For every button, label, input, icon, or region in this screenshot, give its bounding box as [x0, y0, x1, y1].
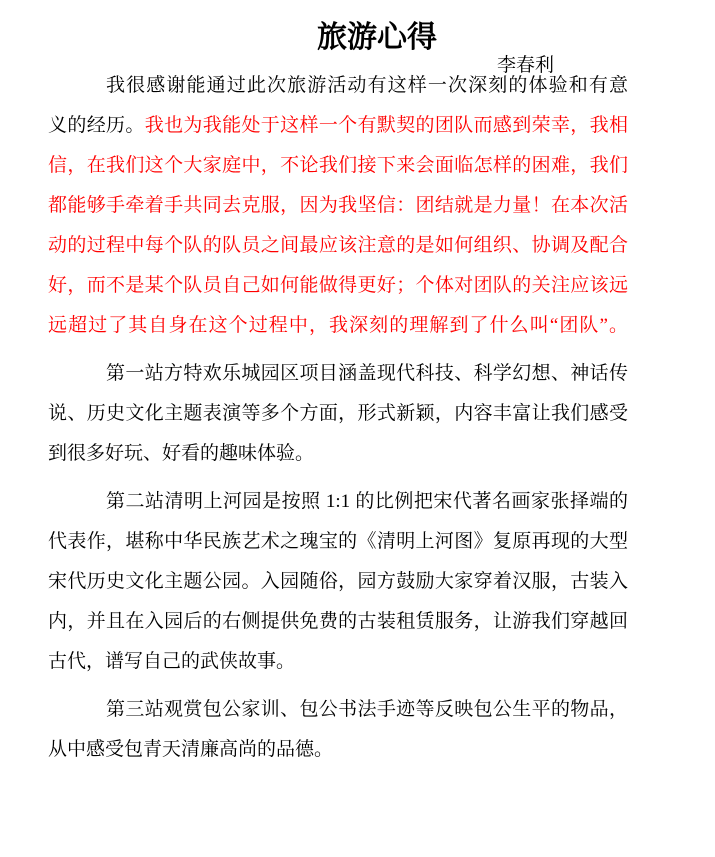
text-line: [48, 522, 628, 562]
text-segment: 我也为我能处于这样一个有默契的团队而感到荣幸，我相: [144, 115, 628, 136]
text-segment: 内，并且在入园后的右侧提供免费的古装租赁服务，让游我们穿越回: [48, 611, 628, 632]
text-segment: 代表作，堪称中华民族艺术之瑰宝的《清明上河图》复原再现的大型: [48, 531, 628, 552]
text-line: [48, 306, 628, 346]
text-line: [48, 354, 628, 394]
text-segment: 动的过程中每个队的队员之间最应该注意的是如何组织、协调及配合: [48, 235, 628, 256]
text-line: [48, 642, 628, 682]
text-segment: 都能够手牵着手共同去克服，因为我坚信：团结就是力量！在本次活: [48, 195, 628, 216]
text-segment: 第三站观赏包公家训、包公书法手迹等反映包公生平的物品，: [106, 699, 628, 720]
text-segment: 到很多好玩、好看的趣味体验。: [48, 443, 315, 464]
paragraph: [48, 482, 628, 682]
text-segment: 宋代历史文化主题公园。入园随俗，园方鼓励大家穿着汉服，古装入: [48, 571, 628, 592]
text-line: [48, 226, 628, 266]
document-title: 旅游心得: [317, 21, 437, 54]
text-segment: 古代，谱写自己的武侠故事。: [48, 651, 296, 672]
text-segment: 远超过了其自身在这个过程中，我深刻的理解到了什么叫“团队”。: [48, 315, 628, 336]
text-line: [48, 434, 628, 474]
text-segment: 说、历史文化主题表演等多个方面，形式新颖，内容丰富让我们感受: [48, 403, 628, 424]
text-line: [48, 146, 628, 186]
text-line: [48, 482, 628, 522]
signature: 李春利: [497, 55, 555, 76]
text-line: [48, 690, 628, 730]
paragraph: [48, 354, 628, 474]
text-line: [48, 266, 628, 306]
text-line: [48, 106, 628, 146]
text-segment: 我很感谢能通过此次旅游活动有这样一次深刻的体验和有意: [106, 75, 628, 96]
text-line: [48, 562, 628, 602]
text-segment: 义的经历。: [48, 115, 145, 136]
text-line: [48, 186, 628, 226]
text-line: [48, 602, 628, 642]
text-segment: 从中感受包青天清廉高尚的品德。: [48, 739, 334, 760]
text-line: [48, 730, 628, 770]
text-segment: 信，在我们这个大家庭中，不论我们接下来会面临怎样的困难，我们: [48, 155, 628, 176]
text-line: [48, 394, 628, 434]
text-segment: 好，而不是某个队员自己如何能做得更好；个体对团队的关注应该远: [48, 275, 628, 296]
title-wrap: [48, 18, 706, 58]
text-segment: 第二站清明上河园是按照 1:1 的比例把宋代著名画家张择端的: [106, 491, 628, 512]
paragraph: [48, 66, 628, 346]
document-body: [48, 66, 628, 770]
text-segment: 第一站方特欢乐城园区项目涵盖现代科技、科学幻想、神话传: [106, 363, 628, 384]
text-line: [48, 66, 628, 106]
paragraph: [48, 690, 628, 770]
